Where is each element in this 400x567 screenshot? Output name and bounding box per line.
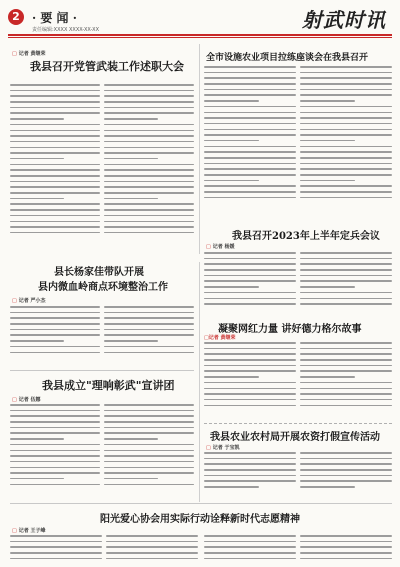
text-line <box>204 405 296 407</box>
text-line <box>104 404 194 406</box>
text-line <box>204 89 296 91</box>
article-body <box>300 342 392 410</box>
article-byline: □ 记者 杨媛 <box>206 244 235 250</box>
text-line <box>204 298 296 300</box>
text-line <box>204 117 296 119</box>
text-line <box>10 558 102 560</box>
text-line <box>106 541 198 543</box>
article-divider <box>204 423 392 424</box>
text-line <box>300 252 392 254</box>
article-headline-line1: 县长杨家佳带队开展 <box>54 267 144 278</box>
text-line <box>204 269 296 271</box>
text-line <box>204 541 296 543</box>
text-line <box>104 198 158 200</box>
article-body <box>300 66 392 203</box>
text-line <box>204 146 296 148</box>
text-line <box>300 123 392 125</box>
text-line <box>104 192 194 194</box>
text-line <box>10 546 102 548</box>
text-line <box>104 306 194 308</box>
text-line <box>10 312 100 314</box>
text-line <box>300 558 392 560</box>
text-line <box>104 484 194 486</box>
text-line <box>104 164 194 166</box>
text-line <box>104 334 194 336</box>
text-line <box>204 123 296 125</box>
text-line <box>104 323 194 325</box>
text-line <box>104 472 194 474</box>
text-line <box>10 152 100 154</box>
text-line <box>10 427 100 429</box>
page-number-badge: 2 <box>8 9 24 25</box>
text-line <box>204 157 296 159</box>
article-body <box>10 306 100 357</box>
text-line <box>300 382 392 384</box>
text-line <box>204 452 296 454</box>
text-line <box>300 452 392 454</box>
header-rule-thin <box>8 37 392 38</box>
text-line <box>300 280 392 282</box>
text-line <box>10 415 100 417</box>
text-line <box>204 558 296 560</box>
text-line <box>10 455 100 457</box>
text-line <box>204 77 296 79</box>
text-line <box>204 197 296 199</box>
text-line <box>104 135 194 137</box>
article-top-rule <box>10 370 194 371</box>
article-byline: □ 记者 于宝凯 <box>206 445 240 451</box>
text-line <box>300 365 392 367</box>
text-line <box>104 141 194 143</box>
text-line <box>10 404 100 406</box>
text-line <box>104 158 158 160</box>
text-line <box>104 478 158 480</box>
article-credit: □记者 黄继荣 <box>204 335 236 341</box>
text-line <box>104 340 158 342</box>
text-line <box>10 164 100 166</box>
text-line <box>300 370 392 372</box>
article-body <box>10 535 102 563</box>
text-line <box>104 203 194 205</box>
text-line <box>300 393 392 395</box>
text-line <box>300 342 392 344</box>
text-line <box>104 209 194 211</box>
text-line <box>204 463 296 465</box>
text-line <box>300 463 392 465</box>
text-line <box>104 415 194 417</box>
column-divider <box>199 262 200 502</box>
text-line <box>104 352 194 354</box>
text-line <box>104 215 194 217</box>
text-line <box>204 546 296 548</box>
text-line <box>104 226 194 228</box>
text-line <box>204 475 296 477</box>
text-line <box>300 89 392 91</box>
text-line <box>104 450 194 452</box>
text-line <box>204 106 296 108</box>
column-divider <box>199 44 200 254</box>
text-line <box>10 478 64 480</box>
text-line <box>104 444 194 446</box>
text-line <box>10 124 100 126</box>
text-line <box>10 552 102 554</box>
text-line <box>300 286 355 288</box>
text-line <box>10 438 64 440</box>
text-line <box>300 197 392 199</box>
text-line <box>104 221 194 223</box>
text-line <box>204 292 296 294</box>
article-body <box>204 342 296 410</box>
text-line <box>106 558 198 560</box>
text-line <box>104 152 194 154</box>
text-line <box>104 147 194 149</box>
text-line <box>300 405 392 407</box>
text-line <box>300 348 392 350</box>
text-line <box>10 334 100 336</box>
text-line <box>104 455 194 457</box>
text-line <box>204 486 259 488</box>
text-line <box>300 66 392 68</box>
text-line <box>204 94 296 96</box>
text-line <box>204 353 296 355</box>
text-line <box>10 101 100 103</box>
text-line <box>204 263 296 265</box>
text-line <box>10 346 100 348</box>
article-body <box>204 66 296 203</box>
article-body <box>300 452 392 492</box>
text-line <box>300 388 392 390</box>
text-line <box>104 461 194 463</box>
text-line <box>204 83 296 85</box>
text-line <box>204 163 296 165</box>
text-line <box>300 376 355 378</box>
article-headline-line2: 县内微血岭商点环境整治工作 <box>38 282 168 293</box>
text-line <box>300 106 392 108</box>
text-line <box>204 151 296 153</box>
article-body <box>300 252 392 309</box>
text-line <box>300 552 392 554</box>
article-body <box>10 84 100 238</box>
text-line <box>106 535 198 537</box>
text-line <box>300 77 392 79</box>
article-body <box>204 535 296 563</box>
article-body <box>104 306 194 357</box>
text-line <box>204 480 296 482</box>
text-line <box>10 329 100 331</box>
text-line <box>10 541 102 543</box>
text-line <box>204 365 296 367</box>
text-line <box>300 146 392 148</box>
text-line <box>104 186 194 188</box>
text-line <box>204 469 296 471</box>
text-line <box>204 258 296 260</box>
text-line <box>10 340 64 342</box>
text-line <box>300 269 392 271</box>
text-line <box>10 118 64 120</box>
text-line <box>10 472 100 474</box>
text-line <box>204 134 296 136</box>
text-line <box>300 486 355 488</box>
text-line <box>300 151 392 153</box>
article-body <box>204 452 296 492</box>
article-headline: 我县召开2023年上半年定兵会议 <box>232 231 380 242</box>
text-line <box>104 312 194 314</box>
text-line <box>10 181 100 183</box>
text-line <box>300 134 392 136</box>
text-line <box>104 90 194 92</box>
text-line <box>204 112 296 114</box>
text-line <box>10 323 100 325</box>
text-line <box>300 129 392 131</box>
text-line <box>104 438 158 440</box>
text-line <box>204 72 296 74</box>
text-line <box>204 393 296 395</box>
article-top-rule <box>10 503 392 504</box>
text-line <box>204 359 296 361</box>
newspaper-logo: 射武时讯 <box>302 8 386 32</box>
text-line <box>10 484 100 486</box>
text-line <box>104 175 194 177</box>
text-line <box>10 90 100 92</box>
text-line <box>300 94 392 96</box>
text-line <box>300 303 392 305</box>
article-body <box>104 84 194 238</box>
section-title: · 要 闻 · <box>32 11 77 25</box>
text-line <box>204 376 259 378</box>
text-line <box>10 107 100 109</box>
text-line <box>104 118 158 120</box>
edition-line: 责任编辑:XXXX XXXX-XX-XX <box>32 27 99 33</box>
text-line <box>10 84 100 86</box>
text-line <box>204 252 296 254</box>
text-line <box>104 410 194 412</box>
text-line <box>104 107 194 109</box>
text-line <box>10 203 100 205</box>
text-line <box>10 130 100 132</box>
text-line <box>300 163 392 165</box>
text-line <box>104 232 194 234</box>
text-line <box>10 467 100 469</box>
text-line <box>10 461 100 463</box>
text-line <box>204 388 296 390</box>
text-line <box>204 370 296 372</box>
text-line <box>10 135 100 137</box>
text-line <box>300 117 392 119</box>
text-line <box>104 432 194 434</box>
text-line <box>10 141 100 143</box>
text-line <box>10 112 100 114</box>
text-line <box>300 546 392 548</box>
text-line <box>300 157 392 159</box>
article-byline: □ 记者 严小杰 <box>12 298 46 304</box>
text-line <box>204 303 296 305</box>
text-line <box>10 535 102 537</box>
article-body <box>104 404 194 489</box>
text-line <box>204 280 296 282</box>
text-line <box>204 458 296 460</box>
text-line <box>204 66 296 68</box>
article-headline: 全市设施农业项目拉练座谈会在我县召开 <box>206 53 369 63</box>
text-line <box>204 348 296 350</box>
text-line <box>10 198 64 200</box>
text-line <box>104 467 194 469</box>
text-line <box>104 84 194 86</box>
text-line <box>300 100 355 102</box>
text-line <box>204 286 259 288</box>
text-line <box>204 100 259 102</box>
text-line <box>204 399 296 401</box>
text-line <box>300 399 392 401</box>
text-line <box>300 263 392 265</box>
text-line <box>10 226 100 228</box>
article-body <box>106 535 198 563</box>
text-line <box>106 552 198 554</box>
text-line <box>204 174 296 176</box>
text-line <box>300 469 392 471</box>
text-line <box>204 180 259 182</box>
text-line <box>300 275 392 277</box>
text-line <box>300 353 392 355</box>
text-line <box>204 129 296 131</box>
text-line <box>300 72 392 74</box>
text-line <box>300 475 392 477</box>
text-line <box>10 306 100 308</box>
text-line <box>106 546 198 548</box>
text-line <box>300 112 392 114</box>
text-line <box>300 83 392 85</box>
text-line <box>204 342 296 344</box>
article-body <box>10 404 100 489</box>
text-line <box>204 382 296 384</box>
article-headline: 凝聚网红力量 讲好德力格尔故事 <box>218 324 362 335</box>
text-line <box>10 192 100 194</box>
text-line <box>204 552 296 554</box>
text-line <box>204 168 296 170</box>
text-line <box>204 185 296 187</box>
article-byline: □ 记者 伍娜 <box>12 397 41 403</box>
text-line <box>10 209 100 211</box>
text-line <box>104 317 194 319</box>
text-line <box>300 535 392 537</box>
text-line <box>104 124 194 126</box>
text-line <box>204 140 259 142</box>
text-line <box>10 444 100 446</box>
text-line <box>104 130 194 132</box>
text-line <box>300 168 392 170</box>
text-line <box>104 112 194 114</box>
text-line <box>104 421 194 423</box>
text-line <box>204 535 296 537</box>
text-line <box>10 232 100 234</box>
text-line <box>204 275 296 277</box>
text-line <box>10 421 100 423</box>
text-line <box>104 95 194 97</box>
article-byline: □ 记者 黄继荣 <box>12 51 46 57</box>
text-line <box>10 317 100 319</box>
text-line <box>104 169 194 171</box>
text-line <box>300 140 355 142</box>
text-line <box>104 329 194 331</box>
text-line <box>10 158 64 160</box>
text-line <box>10 215 100 217</box>
text-line <box>10 450 100 452</box>
text-line <box>300 174 392 176</box>
text-line <box>104 181 194 183</box>
masthead <box>0 0 400 44</box>
text-line <box>300 359 392 361</box>
text-line <box>204 191 296 193</box>
article-headline: 我县召开党管武装工作述职大会 <box>30 60 184 73</box>
article-headline: 我县农业农村局开展农资打假宣传活动 <box>210 432 380 443</box>
text-line <box>300 292 392 294</box>
text-line <box>10 169 100 171</box>
text-line <box>10 186 100 188</box>
text-line <box>300 258 392 260</box>
text-line <box>300 185 392 187</box>
article-body <box>300 535 392 563</box>
article-byline: □ 记者 王子峰 <box>12 528 46 534</box>
text-line <box>104 346 194 348</box>
text-line <box>10 432 100 434</box>
article-body <box>204 252 296 309</box>
text-line <box>300 298 392 300</box>
text-line <box>300 541 392 543</box>
text-line <box>300 458 392 460</box>
text-line <box>10 95 100 97</box>
text-line <box>104 427 194 429</box>
text-line <box>10 175 100 177</box>
text-line <box>300 480 392 482</box>
text-line <box>10 221 100 223</box>
text-line <box>300 180 355 182</box>
text-line <box>10 147 100 149</box>
text-line <box>10 352 100 354</box>
text-line <box>10 410 100 412</box>
article-headline: 我县成立"理响彰武"宣讲团 <box>42 379 175 392</box>
header-rule <box>8 34 392 36</box>
text-line <box>300 191 392 193</box>
article-headline: 阳光爱心协会用实际行动诠释新时代志愿精神 <box>100 514 300 525</box>
text-line <box>104 101 194 103</box>
